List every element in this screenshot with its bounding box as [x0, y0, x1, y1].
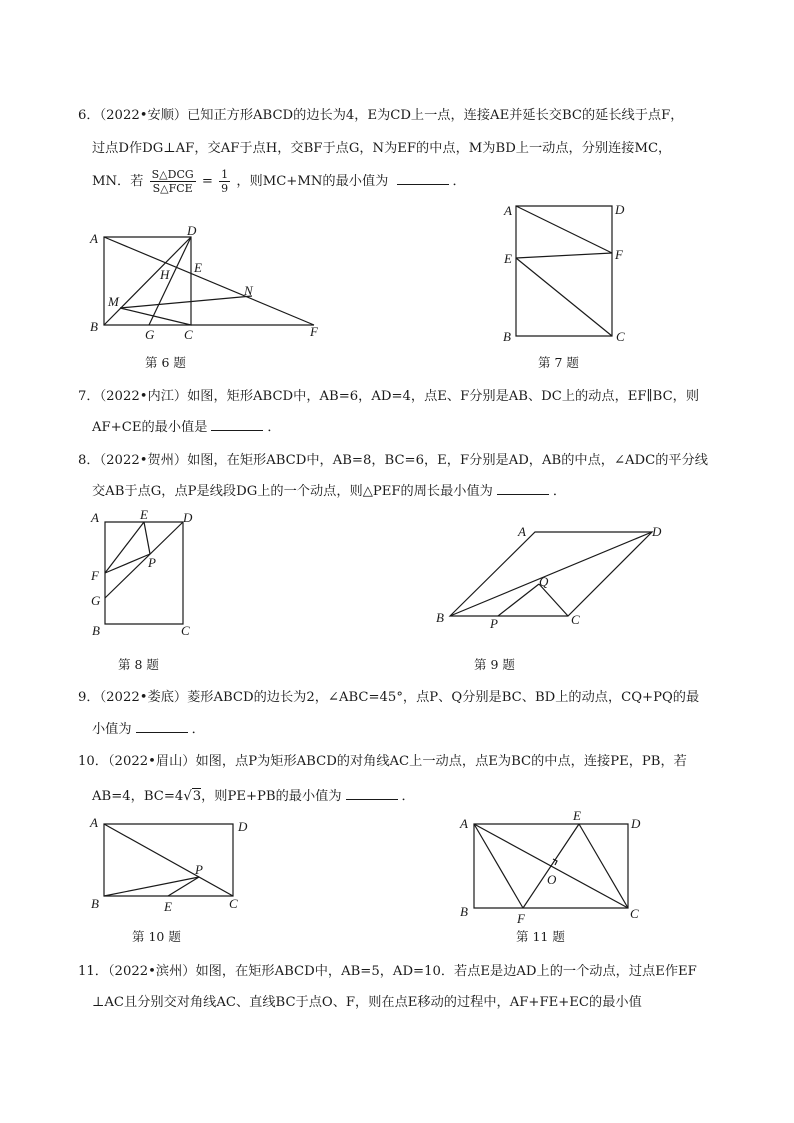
- period: ．: [401, 789, 415, 804]
- period: ．: [267, 420, 281, 435]
- problem-10-line-2: [92, 785, 415, 804]
- problem-6-question: ，则MC+MN的最小值为: [236, 174, 389, 189]
- caption-figure-8: 第 8 题: [118, 657, 159, 672]
- rectangle-abcd: [516, 206, 612, 336]
- label-b: B: [503, 329, 511, 344]
- label-d: D: [238, 819, 248, 834]
- segment-ef: [516, 253, 612, 258]
- sqrt-symbol: √: [183, 789, 192, 804]
- problem-8-line-2: [92, 480, 566, 499]
- problem-6-mn-text: MN．若: [92, 174, 144, 189]
- label-m: M: [108, 294, 119, 309]
- caption-figure-10: 第 10 题: [132, 929, 181, 944]
- answer-blank-7[interactable]: [211, 418, 263, 431]
- period: ．: [452, 174, 466, 189]
- label-e: E: [573, 808, 581, 823]
- segment-mn: [120, 296, 252, 308]
- label-e: E: [164, 899, 172, 914]
- value-denominator: 9: [221, 182, 229, 195]
- problem-7-question: AF+CE的最小值是: [92, 420, 208, 435]
- caption-figure-6: 第 6 题: [145, 355, 186, 370]
- answer-blank-9[interactable]: [136, 720, 188, 733]
- figure-11-diagram: [456, 810, 656, 930]
- label-a: A: [90, 815, 98, 830]
- label-q: Q: [539, 574, 549, 589]
- label-c: C: [184, 327, 193, 342]
- label-a: A: [504, 203, 512, 218]
- problem-7-line-1: 7．（2022•内江）如图，矩形ABCD中，AB=6，AD=4，点E、F分别是AB、DC上的动点，EF∥BC，则: [78, 389, 700, 404]
- problem-9-question: 小值为: [92, 722, 132, 737]
- segment-ep: [144, 522, 150, 554]
- label-a: A: [460, 816, 468, 831]
- label-h: H: [160, 267, 170, 282]
- area-ratio-denominator: S△FCE: [152, 182, 193, 195]
- segment-dg: [149, 237, 191, 325]
- diagonal-bd: [104, 237, 191, 325]
- value-fraction: [219, 168, 230, 195]
- caption-figure-9: 第 9 题: [474, 657, 515, 672]
- label-g: G: [91, 593, 101, 608]
- label-c: C: [630, 906, 639, 921]
- figure-6-diagram: [86, 222, 326, 342]
- figure-7-diagram: [498, 196, 638, 346]
- segment-pq: [498, 584, 539, 616]
- problem-10-question: ，则PE+PB的最小值为: [201, 789, 342, 804]
- label-b: B: [92, 623, 100, 638]
- label-e: E: [504, 251, 512, 266]
- label-c: C: [571, 612, 580, 627]
- label-b: B: [460, 904, 468, 919]
- segment-ec: [516, 258, 612, 336]
- problem-9-line-1: 9．（2022•娄底）菱形ABCD的边长为2，∠ABC=45°，点P、Q分别是BC、BD上的动点，CQ+PQ的最: [78, 690, 700, 705]
- label-d: D: [631, 816, 641, 831]
- label-f: F: [310, 324, 318, 339]
- answer-blank-6[interactable]: [397, 172, 449, 185]
- label-c: C: [181, 623, 190, 638]
- label-o: O: [547, 872, 557, 887]
- value-numerator: 1: [221, 168, 229, 181]
- label-d: D: [652, 524, 662, 539]
- label-f: F: [517, 911, 525, 926]
- segment-ef: [523, 824, 579, 908]
- diagonal-bd: [450, 532, 652, 616]
- label-b: B: [91, 896, 99, 911]
- answer-blank-10[interactable]: [346, 787, 398, 800]
- problem-6-line-3: [92, 168, 466, 195]
- period: ．: [191, 722, 205, 737]
- label-f: F: [91, 568, 99, 583]
- label-p: P: [490, 616, 498, 631]
- answer-blank-8[interactable]: [497, 482, 549, 495]
- label-d: D: [183, 510, 193, 525]
- segment-ec: [579, 824, 628, 908]
- problem-11-line-2: ⊥AC且分别交对角线AC、直线BC于点O、F，则在点E移动的过程中，AF+FE+EC的最小值: [92, 995, 642, 1010]
- problem-9-line-2: [92, 718, 205, 737]
- period: ．: [552, 484, 567, 499]
- label-a: A: [91, 510, 99, 525]
- label-d: D: [187, 223, 197, 238]
- segment-dg: [105, 522, 183, 598]
- segment-af: [516, 206, 612, 253]
- caption-figure-7: 第 7 题: [538, 355, 579, 370]
- label-a: A: [90, 231, 98, 246]
- segment-af: [474, 824, 523, 908]
- label-n: N: [244, 283, 253, 298]
- label-c: C: [616, 329, 625, 344]
- equals-sign: =: [201, 174, 213, 189]
- label-g: G: [145, 327, 155, 342]
- segment-pb: [104, 877, 199, 896]
- figure-10-diagram: [88, 814, 258, 918]
- label-p: P: [148, 555, 156, 570]
- label-p: P: [195, 862, 203, 877]
- rectangle-abcd: [105, 522, 183, 624]
- problem-8-line-1: 8．（2022•贺州）如图，在矩形ABCD中，AB=8，BC=6，E，F分别是AD，AB的中点，∠ADC的平分线: [78, 453, 708, 468]
- problem-10-given: AB=4，BC=4: [92, 789, 184, 804]
- label-c: C: [229, 896, 238, 911]
- figure-8-diagram: [86, 506, 206, 646]
- problem-7-line-2: [92, 416, 281, 435]
- figure-9-diagram: [432, 520, 672, 632]
- area-ratio-fraction: [150, 168, 196, 195]
- label-d: D: [615, 202, 625, 217]
- sqrt-radicand: 3: [192, 789, 202, 804]
- label-a: A: [518, 524, 526, 539]
- area-ratio-numerator: S△DCG: [151, 168, 194, 181]
- problem-6-line-1: 6．（2022•安顺）已知正方形ABCD的边长为4，E为CD上一点，连接AE并延长交BC的延长线于点F，: [78, 108, 684, 123]
- label-b: B: [436, 610, 444, 625]
- label-b: B: [90, 319, 98, 334]
- label-e: E: [194, 260, 202, 275]
- problem-8-question: 交AB于点G，点P是线段DG上的一个动点，则△PEF的周长最小值为: [92, 484, 493, 499]
- problem-10-line-1: 10．（2022•眉山）如图，点P为矩形ABCD的对角线AC上一动点，点E为BC的中点，连接PE，PB，若: [78, 754, 687, 769]
- caption-figure-11: 第 11 题: [516, 929, 565, 944]
- label-f: F: [615, 247, 623, 262]
- label-e: E: [140, 507, 148, 522]
- problem-6-line-2: 过点D作DG⊥AF，交AF于点H，交BF于点G，N为EF的中点，M为BD上一动点，分别连接MC，: [92, 141, 672, 156]
- problem-11-line-1: 11．（2022•滨州）如图，在矩形ABCD中，AB=5，AD=10．若点E是边AD上的一个动点，过点E作EF: [78, 964, 697, 979]
- diagonal-ac: [104, 824, 233, 896]
